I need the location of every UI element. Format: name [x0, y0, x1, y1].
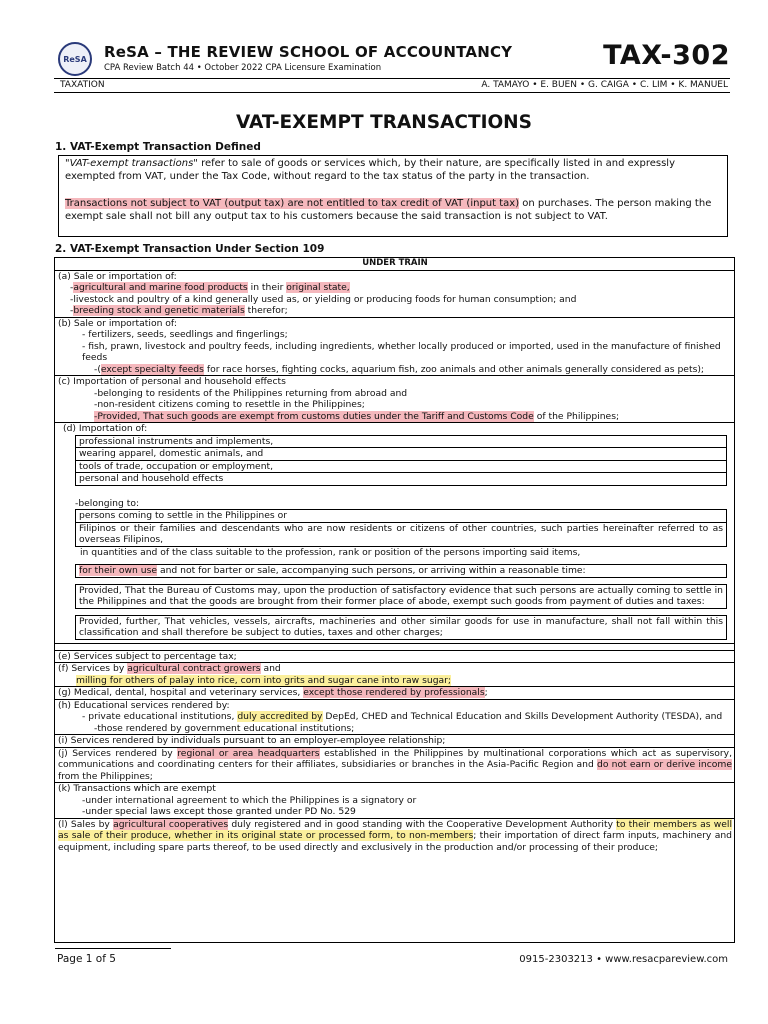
header-rule-lower [54, 92, 730, 93]
item-f: (f) Services by agricultural contract growers and milling for others of palay into rice, corn into grits and sugar cane into raw sugar; [55, 663, 734, 687]
table-header: UNDER TRAIN [55, 258, 734, 271]
item-a: (a) Sale or importation of: -agricultural and marine food products in their original state, -livestock and poultry of a kind generally used as, or yielding or producing foods for human consumption; and -breeding stock and genetic materials therefor; [55, 271, 734, 318]
item-e: (e) Services subject to percentage tax; [55, 650, 734, 664]
highlight-no-credit: Transactions not subject to VAT (output tax) are not entitled to tax credit of VAT (input tax) [65, 198, 520, 209]
batch-subtitle: CPA Review Batch 44 • October 2022 CPA Licensure Examination [104, 63, 382, 73]
school-name: ReSA – THE REVIEW SCHOOL OF ACCOUNTANCY [104, 43, 513, 61]
definition-paragraph: "VAT-exempt transactions" refer to sale of goods or services which, by their nature, are specifically listed in and expressly exempted from VAT, under the Tax Code, without regard to the tax status of the party in the transaction. [65, 158, 676, 182]
exempt-transactions-table [54, 257, 735, 943]
import-item: personal and household effects [75, 473, 727, 486]
belonging-to-item: Filipinos or their families and descendants who are now residents or citizens of other countries, such parties hereinafter referred to as overseas Filipinos, [75, 523, 727, 547]
item-g: (g) Medical, dental, hospital and veterinary services, except those rendered by professionals; [55, 687, 734, 700]
definition-term: "VAT-exempt transactions" [65, 158, 198, 169]
item-d: (d) Importation of: professional instruments and implements, wearing apparel, domestic animals, and tools of trade, occupation or employment, personal and household effects -belonging to: persons coming to settle in the Philippines or Filipinos or their families and descendants who are now residents or citizens of other countries, such parties hereinafter referred to as overseas Filipinos, in quantities and of the class suitable to the profession, rank or position of the persons importing said items, for their own use and not for barter or sale, accompanying such persons, or arriving within a reasonable time: Provided, That the Bureau of Customs may, upon the production of satisfactory evidence that such persons are actually coming to settle in the Philippines and that the goods are brought from their former place of abode, exempt such goods from payment of duties and taxes: Provided, further, That vehicles, vessels, aircrafts, machineries and other similar goods for use in manufacture, shall not fall within this classification and shall therefore be subject to duties, taxes and other charges; [55, 423, 734, 644]
item-l: (l) Sales by agricultural cooperatives duly registered and in good standing with the Cooperative Development Authority to their members as well as sale of their produce, whether in its original state or processed form, to non-members; their importation of direct farm inputs, machinery and equipment, including spare parts thereof, to be used directly and exclusively in the production and/or processing of their produce; [58, 818, 733, 853]
page-title: VAT-EXEMPT TRANSACTIONS [235, 112, 532, 133]
import-item: tools of trade, occupation or employment, [75, 461, 727, 474]
item-b: (b) Sale or importation of: - fertilizers, seeds, seedlings and fingerlings; - fish, prawn, livestock and poultry feeds, including ingredients, whether locally produced or imported, used in the manufacture of finished feeds -(except specialty feeds for race horses, fighting cocks, aquarium fish, zoo animals and other animals generally considered as pets); [55, 318, 734, 377]
belonging-to-item: persons coming to settle in the Philippines or [75, 509, 727, 523]
footer-rule [55, 948, 171, 949]
proviso-further-box: Provided, further, That vehicles, vessels, aircrafts, machineries and other similar goods for use in manufacture, shall not fall within this classification and shall therefore be subject to duties, taxes and other charges; [75, 615, 727, 640]
import-item: wearing apparel, domestic animals, and [75, 448, 727, 461]
page-number: Page 1 of 5 [57, 953, 116, 965]
footer-contact: 0915-2303213 • www.resacpareview.com [519, 954, 728, 965]
section-1-heading: 1. VAT-Exempt Transaction Defined [55, 141, 261, 153]
item-i: (i) Services rendered by individuals pursuant to an employer-employee relationship; [55, 735, 734, 748]
item-c: (c) Importation of personal and household effects -belonging to residents of the Philippines returning from abroad and -non-resident citizens coming to resettle in the Philippines; -Provided, That such goods are exempt from customs duties under the Tariff and Customs Code of the Philippines; [55, 376, 734, 423]
header-rule [54, 78, 730, 79]
section-2-heading: 2. VAT-Exempt Transaction Under Section 109 [55, 243, 325, 255]
item-k: (k) Transactions which are exempt -under international agreement to which the Philippines is a signatory or -under special laws except those granted under PD No. 529 [55, 783, 734, 819]
item-h: (h) Educational services rendered by: - private educational institutions, duly accredited by DepEd, CHED and Technical Education and Skills Development Authority (TESDA), and -those rendered by government educational institutions; [55, 700, 734, 736]
course-code: TAX-302 [603, 40, 730, 71]
resa-logo: ReSA [58, 42, 92, 76]
proviso-box: Provided, That the Bureau of Customs may, upon the production of satisfactory evidence that such persons are actually coming to settle in the Philippines and that the goods are brought from their former place of abode, exempt such goods from payment of duties and taxes: [75, 584, 727, 609]
definition-box [58, 155, 728, 237]
import-item: professional instruments and implements, [75, 435, 727, 449]
input-tax-paragraph: Transactions not subject to VAT (output tax) are not entitled to tax credit of VAT (input tax) on purchases. The person making the exempt sale shall not bill any output tax to his customers because the said transaction is not subject to VAT. [65, 198, 712, 222]
item-j: (j) Services rendered by regional or area headquarters established in the Philippines by multinational corporations which act as supervisory, communications and coordinating centers for their affiliates, subsidiaries or branches in the Asia-Pacific Region and do not earn or derive income from the Philippines; [55, 748, 734, 784]
authors: A. TAMAYO • E. BUEN • G. CAIGA • C. LIM • K. MANUEL [481, 80, 728, 90]
subject-label: TAXATION [60, 80, 105, 90]
own-use-box: for their own use and not for barter or sale, accompanying such persons, or arriving within a reasonable time: [75, 564, 727, 578]
